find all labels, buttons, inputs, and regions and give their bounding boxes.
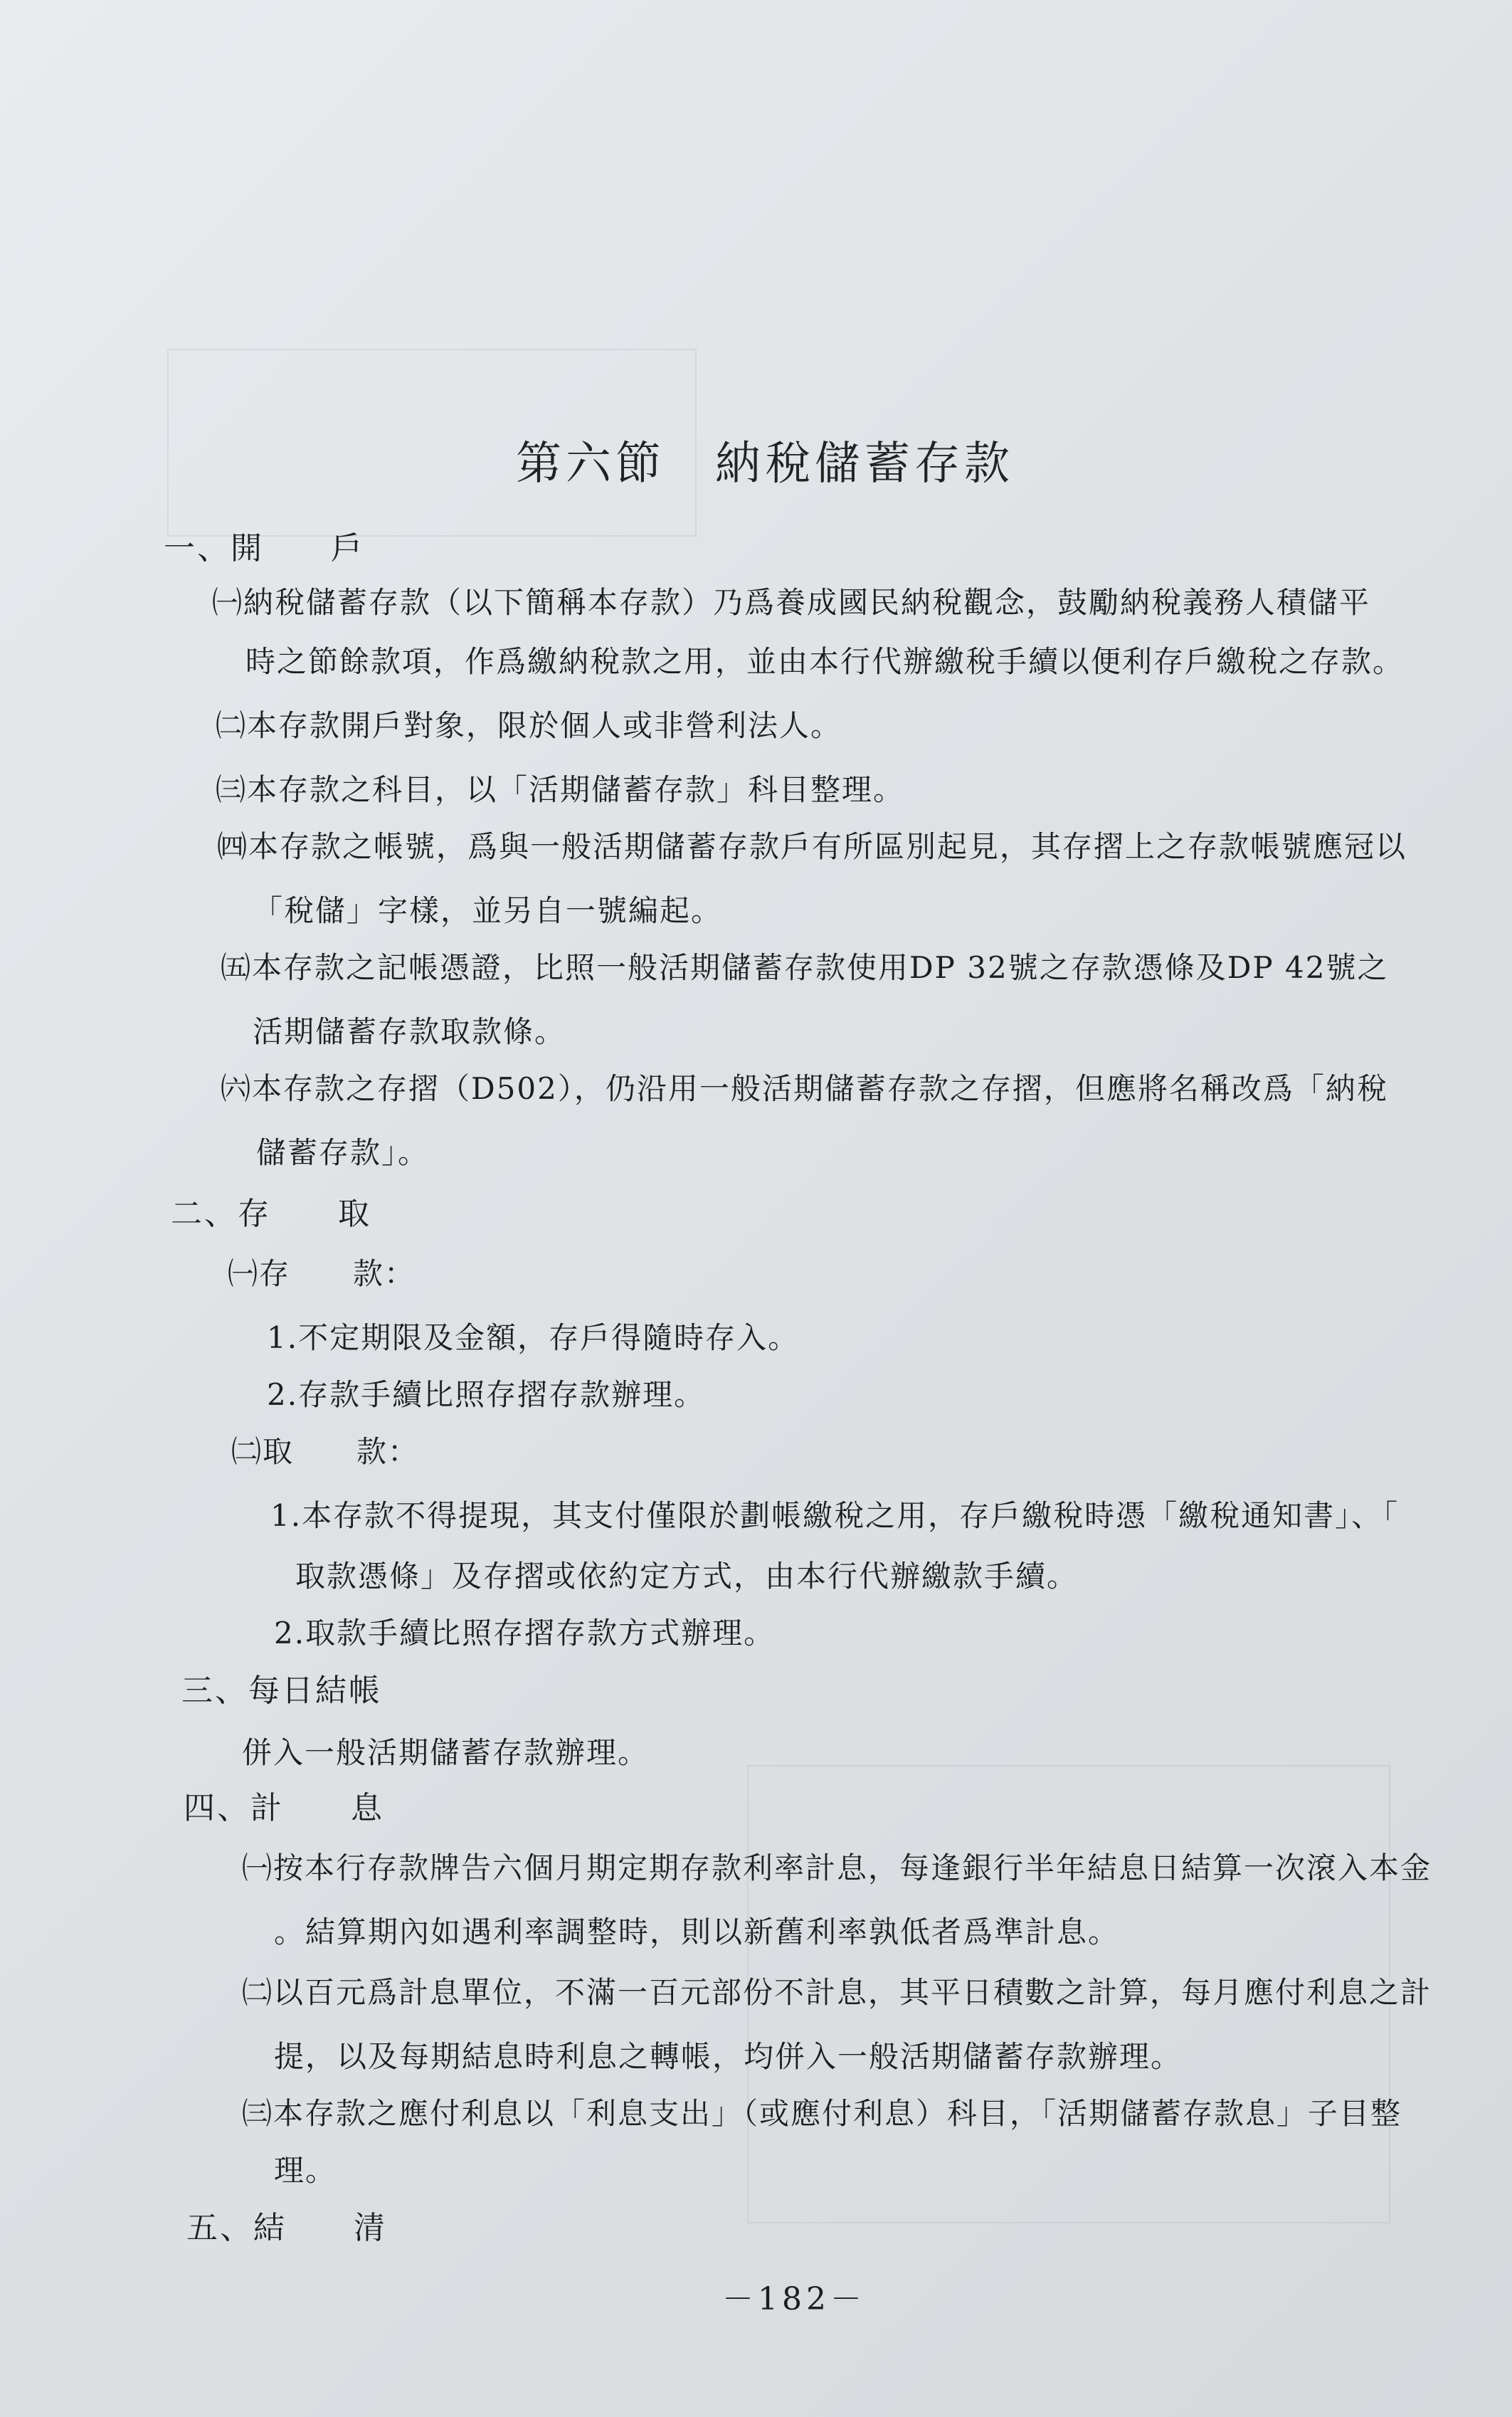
paragraph-line: ㈤本存款之記帳憑證，比照一般活期儲蓄存款使用DP 32號之存款憑條及DP 42號之 xyxy=(221,950,1389,985)
paragraph-line: 2.取款手續比照存摺存款方式辦理。 xyxy=(274,1616,776,1650)
paragraph-line: 時之節餘款項，作爲繳納稅款之用，並由本行代辦繳稅手續以便利存戶繳稅之存款。 xyxy=(245,644,1405,679)
paragraph-line: 提，以及每期結息時利息之轉帳，均併入一般活期儲蓄存款辦理。 xyxy=(274,2039,1183,2074)
paragraph-line: 取款憑條」及存摺或依約定方式，由本行代辦繳款手續。 xyxy=(295,1559,1079,1594)
page-number: －182－ xyxy=(722,2281,866,2317)
paragraph-line: 儲蓄存款」。 xyxy=(256,1135,430,1170)
paragraph-line: 併入一般活期儲蓄存款辦理。 xyxy=(242,1735,650,1770)
section-heading-daily-settlement: 三、每日結帳 xyxy=(181,1673,382,1709)
paragraph-line: ㈥本存款之存摺（D502），仍沿用一般活期儲蓄存款之存摺，但應將名稱改爲「納稅 xyxy=(221,1071,1388,1106)
paragraph-line: 1.不定期限及金額，存戶得隨時存入。 xyxy=(267,1320,800,1355)
paragraph-line: 理。 xyxy=(274,2153,337,2188)
section-heading-closing: 五、結 清 xyxy=(186,2210,387,2246)
paragraph-line: 1.本存款不得提現，其支付僅限於劃帳繳稅之用，存戶繳稅時憑「繳稅通知書」、「 xyxy=(270,1498,1400,1533)
paragraph-line: ㈠納稅儲蓄存款（以下簡稱本存款）乃爲養成國民納稅觀念，鼓勵納稅義務人積儲平 xyxy=(212,585,1371,620)
paragraph-line: ㈡以百元爲計息單位，不滿一百元部份不計息，其平日積數之計算，每月應付利息之計 xyxy=(242,1975,1432,2010)
section-heading-open-account: 一、開 戶 xyxy=(164,530,364,567)
paragraph-line: 2.存款手續比照存摺存款辦理。 xyxy=(267,1377,706,1412)
paragraph-line: 「稅儲」字樣，並另自一號編起。 xyxy=(253,893,723,928)
paragraph-line: ㈢本存款之應付利息以「利息支出」（或應付利息）科目，「活期儲蓄存款息」子目整 xyxy=(242,2096,1402,2131)
section-title: 第六節 納稅儲蓄存款 xyxy=(516,438,1014,490)
paragraph-line: ㈡本存款開戶對象，限於個人或非營利法人。 xyxy=(216,708,842,743)
paragraph-line: ㈣本存款之帳號，爲與一般活期儲蓄存款戶有所區別起見，其存摺上之存款帳號應冠以 xyxy=(217,829,1407,864)
paragraph-line: ㈡取 款： xyxy=(231,1434,420,1469)
paragraph-line: 。結算期內如遇利率調整時，則以新舊利率孰低者爲準計息。 xyxy=(274,1915,1120,1949)
paragraph-line: ㈢本存款之科目，以「活期儲蓄存款」科目整理。 xyxy=(216,772,905,807)
paragraph-line: 活期儲蓄存款取款條。 xyxy=(253,1014,566,1049)
paragraph-line: ㈠按本行存款牌告六個月期定期存款利率計息，每逢銀行半年結息日結算一次滾入本金 xyxy=(242,1850,1432,1885)
section-heading-interest: 四、計 息 xyxy=(184,1790,384,1826)
section-heading-deposit-withdraw: 二、存 取 xyxy=(171,1196,371,1232)
paragraph-line: ㈠存 款： xyxy=(228,1256,416,1291)
